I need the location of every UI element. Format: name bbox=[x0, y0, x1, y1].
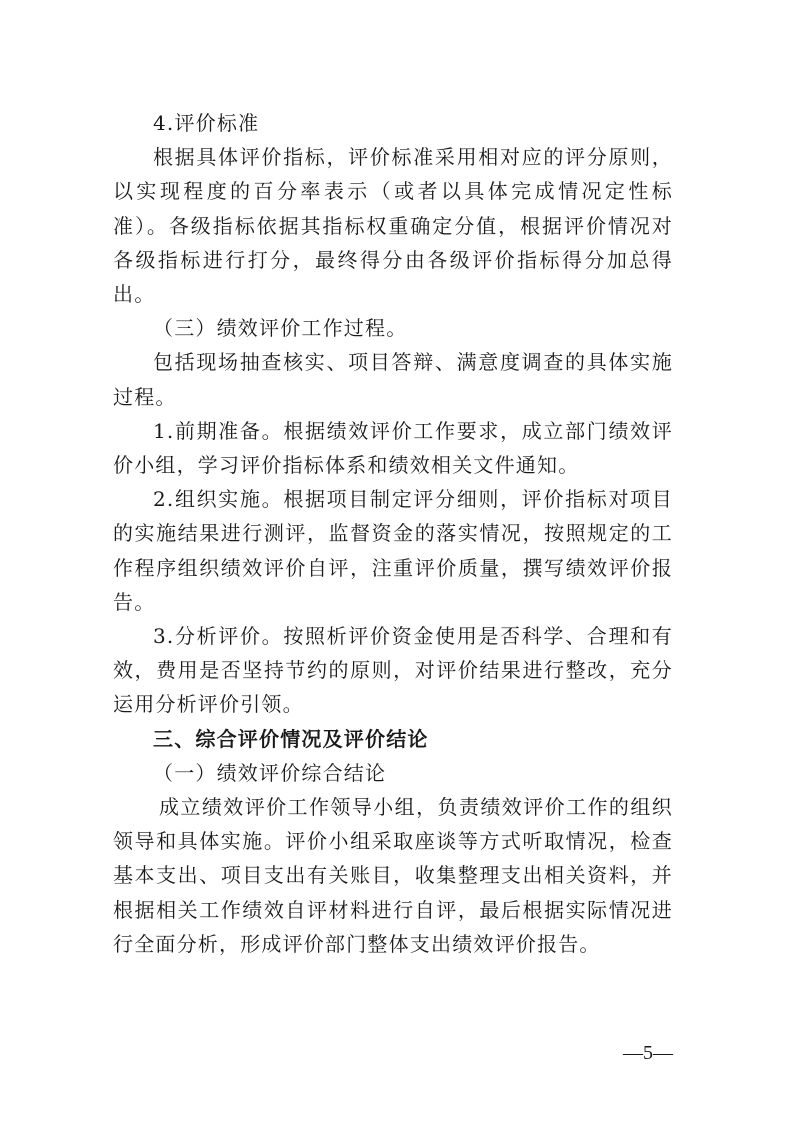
section-heading-overall-conclusion: （一）绩效评价综合结论 bbox=[153, 760, 387, 785]
chapter-heading-conclusion: 三、综合评价情况及评价结论 bbox=[153, 726, 429, 751]
paragraph-analysis: 3.分析评价。按照析评价资金使用是否科学、合理和有效，费用是否坚持节约的原则，对评价结果进行整改，充分运用分析评价引领。 bbox=[113, 624, 673, 717]
page-number: —5— bbox=[623, 1042, 673, 1064]
document-body bbox=[113, 106, 673, 961]
paragraph-implementation: 2.组织实施。根据项目制定评分细则，评价指标对项目的实施结果进行测评，监督资金的落实情况，按照规定的工作程序组织绩效评价自评，注重评价质量，撰写绩效评价报告。 bbox=[113, 487, 673, 614]
paragraph-process-intro: 包括现场抽查核实、项目答辩、满意度调查的具体实施过程。 bbox=[113, 350, 673, 409]
paragraph-overall-conclusion: 成立绩效评价工作领导小组，负责绩效评价工作的组织领导和具体实施。评价小组采取座谈等方式听取情况，检查基本支出、项目支出有关账目，收集整理支出相关资料，并根据相关工作绩效自评材料进行自评，最后根据实际情况进行全面分析，形成评价部门整体支出绩效评价报告。 bbox=[113, 795, 673, 956]
paragraph-preparation: 1.前期准备。根据绩效评价工作要求，成立部门绩效评价小组，学习评价指标体系和绩效相关文件通知。 bbox=[113, 418, 673, 478]
section-heading-evaluation-process: （三）绩效评价工作过程。 bbox=[153, 316, 408, 341]
subsection-heading-evaluation-standard: 4.评价标准 bbox=[153, 111, 260, 135]
paragraph-evaluation-standard: 根据具体评价指标，评价标准采用相对应的评分原则，以实现程度的百分率表示（或者以具体完成情况定性标准）。各级指标依据其指标权重确定分值，根据评价情况对各级指标进行打分，最终得分由各级评价指标得分加总得出。 bbox=[113, 145, 673, 307]
